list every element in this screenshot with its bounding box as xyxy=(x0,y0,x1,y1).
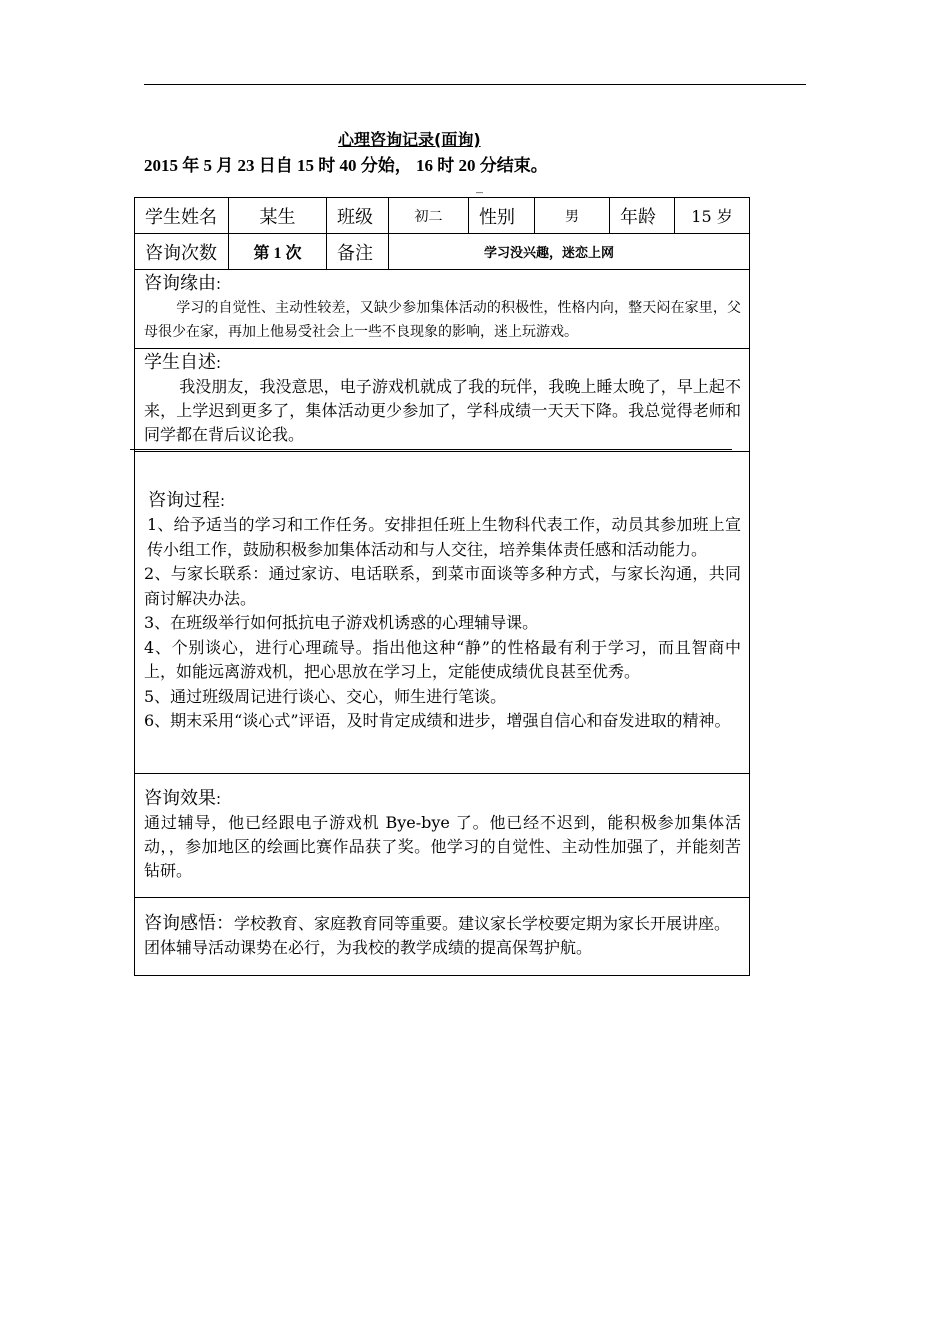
insight-section xyxy=(135,898,750,976)
info-row-1 xyxy=(135,198,750,234)
process-item: 6、期末采用“谈心式”评语，及时肯定成绩和进步，增强自信心和奋发进取的精神。 xyxy=(144,711,731,731)
name-label: 学生姓名 xyxy=(135,198,229,234)
header-rule xyxy=(144,84,806,85)
session-time: 2015 年 5 月 23 日自 15 时 40 分始， 16 时 20 分结束。 xyxy=(144,156,548,175)
info-row-2 xyxy=(135,234,750,270)
reason-text: 学习的自觉性、主动性较差，又缺少参加集体活动的积极性，性格内向，整天闷在家里，父母很少在家，再加上他易受社会上一些不良现象的影响，迷上玩游戏。 xyxy=(144,300,741,340)
class-value: 初二 xyxy=(389,198,469,234)
reason-colon: : xyxy=(216,275,222,293)
name-value: 某生 xyxy=(229,198,327,234)
gender-label: 性别 xyxy=(469,198,535,234)
age-label: 年龄 xyxy=(610,198,675,234)
note-label: 备注 xyxy=(327,234,389,270)
gender-value: 男 xyxy=(535,198,610,234)
reason-section xyxy=(135,270,750,349)
effect-colon: : xyxy=(216,789,222,808)
insight-heading: 咨询感悟： xyxy=(144,912,234,934)
process-item: 3、在班级举行如何抵抗电子游戏机诱惑的心理辅导课。 xyxy=(144,613,539,633)
insight-text: 学校教育、家庭教育同等重要。建议家长学校要定期为家长开展讲座。团体辅导活动课势在必行，为我校的教学成绩的提高保驾护航。 xyxy=(144,913,731,957)
count-value: 第 1 次 xyxy=(229,234,327,270)
count-label: 咨询次数 xyxy=(135,234,229,270)
reason-heading: 咨询缘由 xyxy=(144,273,216,294)
self-heading: 学生自述 xyxy=(144,352,216,373)
process-item: 2、与家长联系：通过家访、电话联系，到菜市面谈等多种方式，与家长沟通，共同商讨解决办法。 xyxy=(144,564,741,608)
record-table xyxy=(134,197,750,976)
process-item: 4、个别谈心，进行心理疏导。指出他这种“静”的性格最有利于学习，而且智商中上，如能远离游戏机，把心思放在学习上，定能使成绩优良甚至优秀。 xyxy=(144,637,741,682)
process-item: 5、通过班级周记进行谈心、交心，师生进行笔谈。 xyxy=(144,686,507,706)
stray-mark: _ xyxy=(476,178,483,194)
stray-rule xyxy=(130,449,732,450)
self-colon: : xyxy=(216,354,222,372)
reason-row xyxy=(135,270,750,349)
insight-row xyxy=(135,898,750,976)
process-colon: : xyxy=(220,492,226,511)
note-value: 学习没兴趣，迷恋上网 xyxy=(389,234,750,270)
self-text: 我没朋友，我没意思，电子游戏机就成了我的玩伴，我晚上睡太晚了，早上起不来，上学迟到更多了，集体活动更少参加了，学科成绩一天天下降。我总觉得老师和同学都在背后议论我。 xyxy=(144,377,741,444)
effect-section xyxy=(135,774,750,898)
self-section xyxy=(135,349,750,452)
effect-heading: 咨询效果 xyxy=(144,787,216,809)
effect-text: 通过辅导，他已经跟电子游戏机 Bye-bye 了。他已经不迟到，能积极参加集体活动，，参加地区的绘画比赛作品获了奖。他学习的自觉性、主动性加强了，并能刻苦钻研。 xyxy=(144,812,741,880)
process-section xyxy=(135,452,750,774)
process-heading: 咨询过程 xyxy=(148,490,220,512)
class-label: 班级 xyxy=(327,198,389,234)
age-value: 15 岁 xyxy=(675,198,750,234)
self-row xyxy=(135,349,750,452)
effect-row xyxy=(135,774,750,898)
process-item: 1、给予适当的学习和工作任务。安排担任班上生物科代表工作，动员其参加班上宣传小组工作，鼓励积极参加集体活动和与人交往，培养集体责任感和活动能力。 xyxy=(147,515,741,559)
process-row xyxy=(135,452,750,774)
page-title: 心理咨询记录(面询) xyxy=(338,130,481,149)
